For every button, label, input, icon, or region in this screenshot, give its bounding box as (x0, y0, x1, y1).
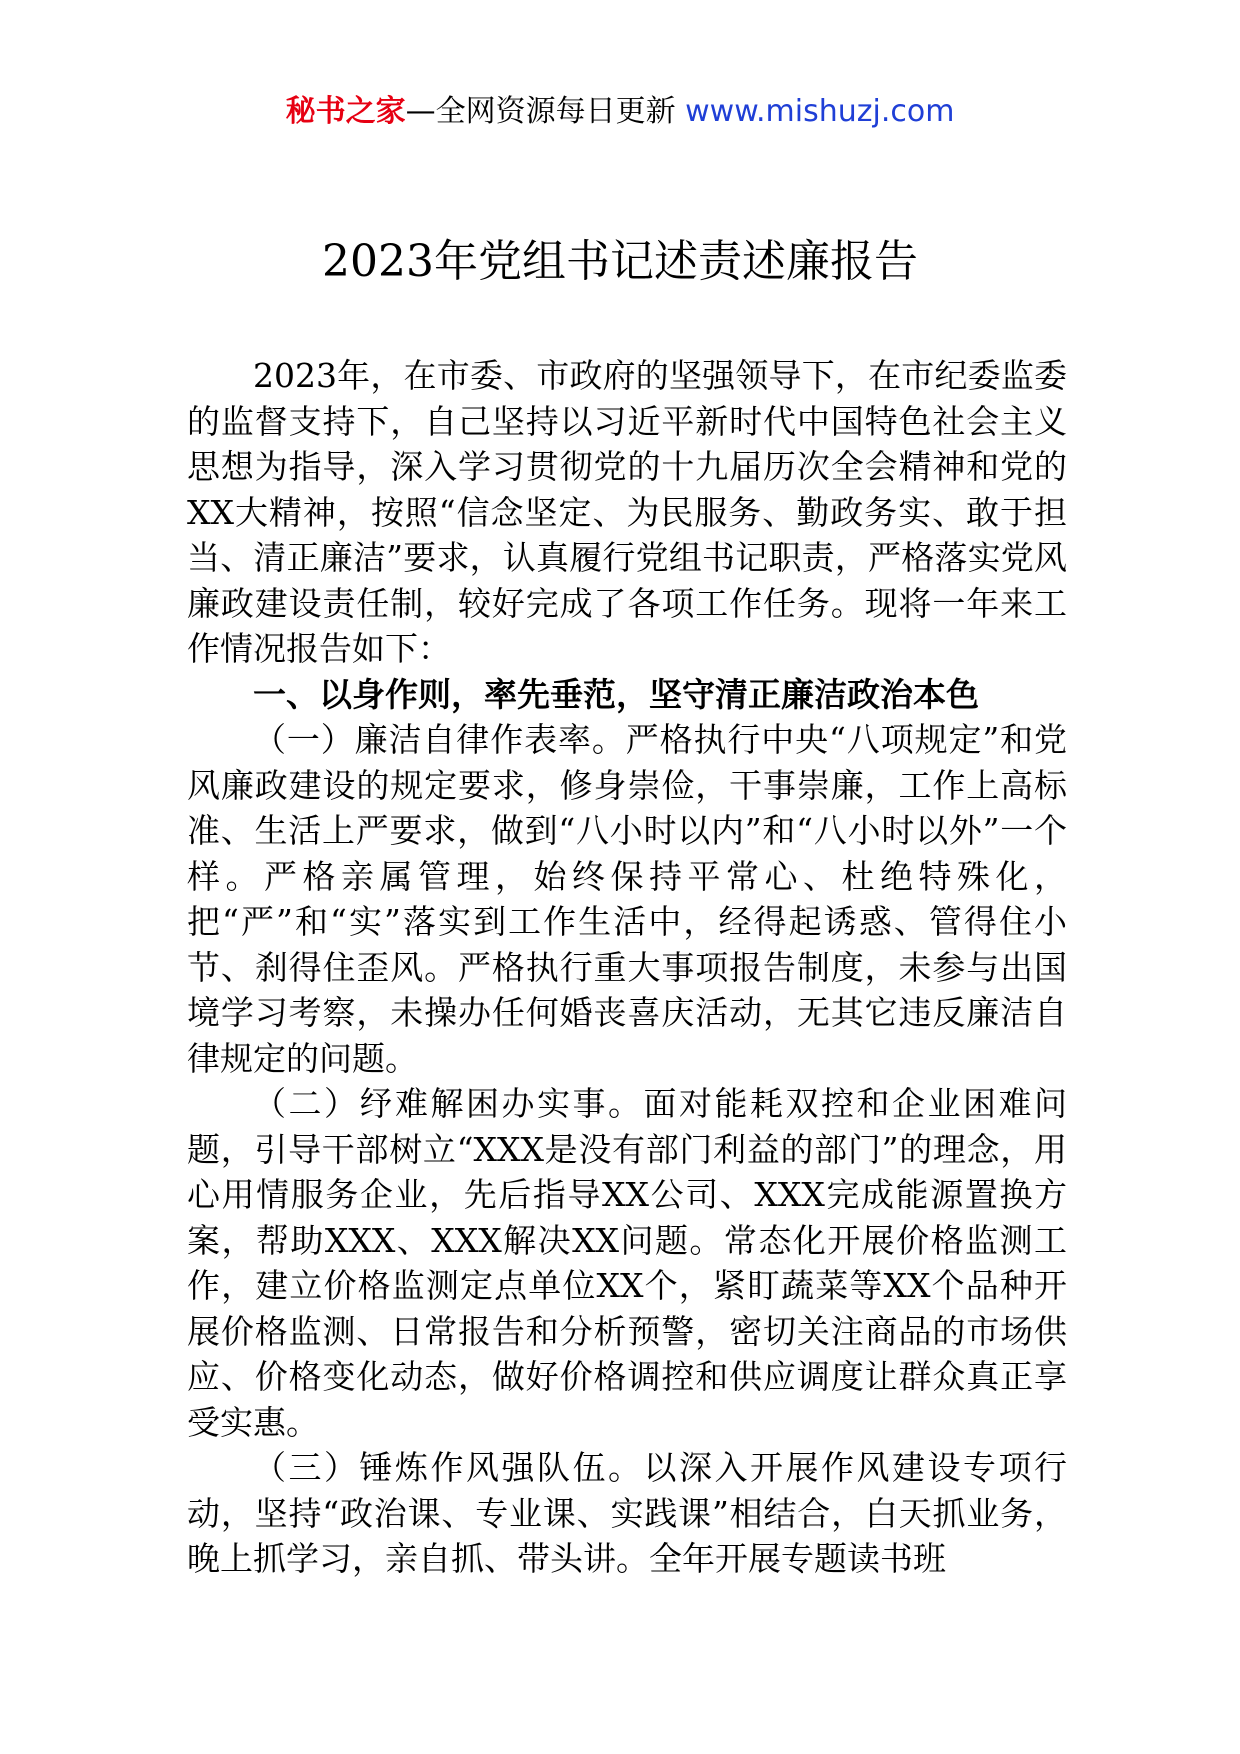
document-title: 2023年党组书记述责述廉报告 (322, 236, 918, 287)
subsection-paragraph-2: （二）纾难解困办实事。面对能耗双控和企业困难问题，引导干部树立“XXX是没有部门利益的部门”的理念，用心用情服务企业，先后指导XX公司、XXX完成能源置换方案，帮助XXX、XXX解决XX问题。常态化开展价格监测工作，建立价格监测定点单位XX个，紧盯蔬菜等XX个品种开展价格监测、日常报告和分析预警，密切关注商品的市场供应、价格变化动态，做好价格调控和供应调度让群众真正享受实惠。 (187, 1084, 1067, 1442)
site-tagline: —全网资源每日更新 (405, 94, 686, 129)
section-heading-1: 一、以身作则，率先垂范，坚守清正廉洁政治本色 (253, 674, 979, 714)
site-header (0, 92, 1240, 132)
document-body (187, 353, 1067, 1582)
subsection-paragraph-1: （一）廉洁自律作表率。严格执行中央“八项规定”和党风廉政建设的规定要求，修身崇俭，干事崇廉，工作上高标准、生活上严要求，做到“八小时以内”和“八小时以外”一个样。严格亲属管理，始终保持平常心、杜绝特殊化，把“严”和“实”落实到工作生活中，经得起诱惑、管得住小节、刹得住歪风。严格执行重大事项报告制度，未参与出国境学习考察，未操办任何婚丧喜庆活动，无其它违反廉洁自律规定的问题。 (187, 720, 1067, 1078)
site-url[interactable]: www.mishuzj.com (685, 94, 955, 129)
site-brand: 秘书之家 (285, 94, 406, 129)
subsection-paragraph-3: （三）锤炼作风强队伍。以深入开展作风建设专项行动，坚持“政治课、专业课、实践课”相结合，白天抓业务，晚上抓学习，亲自抓、带头讲。全年开展专题读书班 (187, 1448, 1067, 1578)
intro-paragraph: 2023年，在市委、市政府的坚强领导下，在市纪委监委的监督支持下，自己坚持以习近平新时代中国特色社会主义思想为指导，深入学习贯彻党的十九届历次全会精神和党的XX大精神，按照“信念坚定、为民服务、勤政务实、敢于担当、清正廉洁”要求，认真履行党组书记职责，严格落实党风廉政建设责任制，较好完成了各项工作任务。现将一年来工作情况报告如下： (187, 356, 1067, 668)
